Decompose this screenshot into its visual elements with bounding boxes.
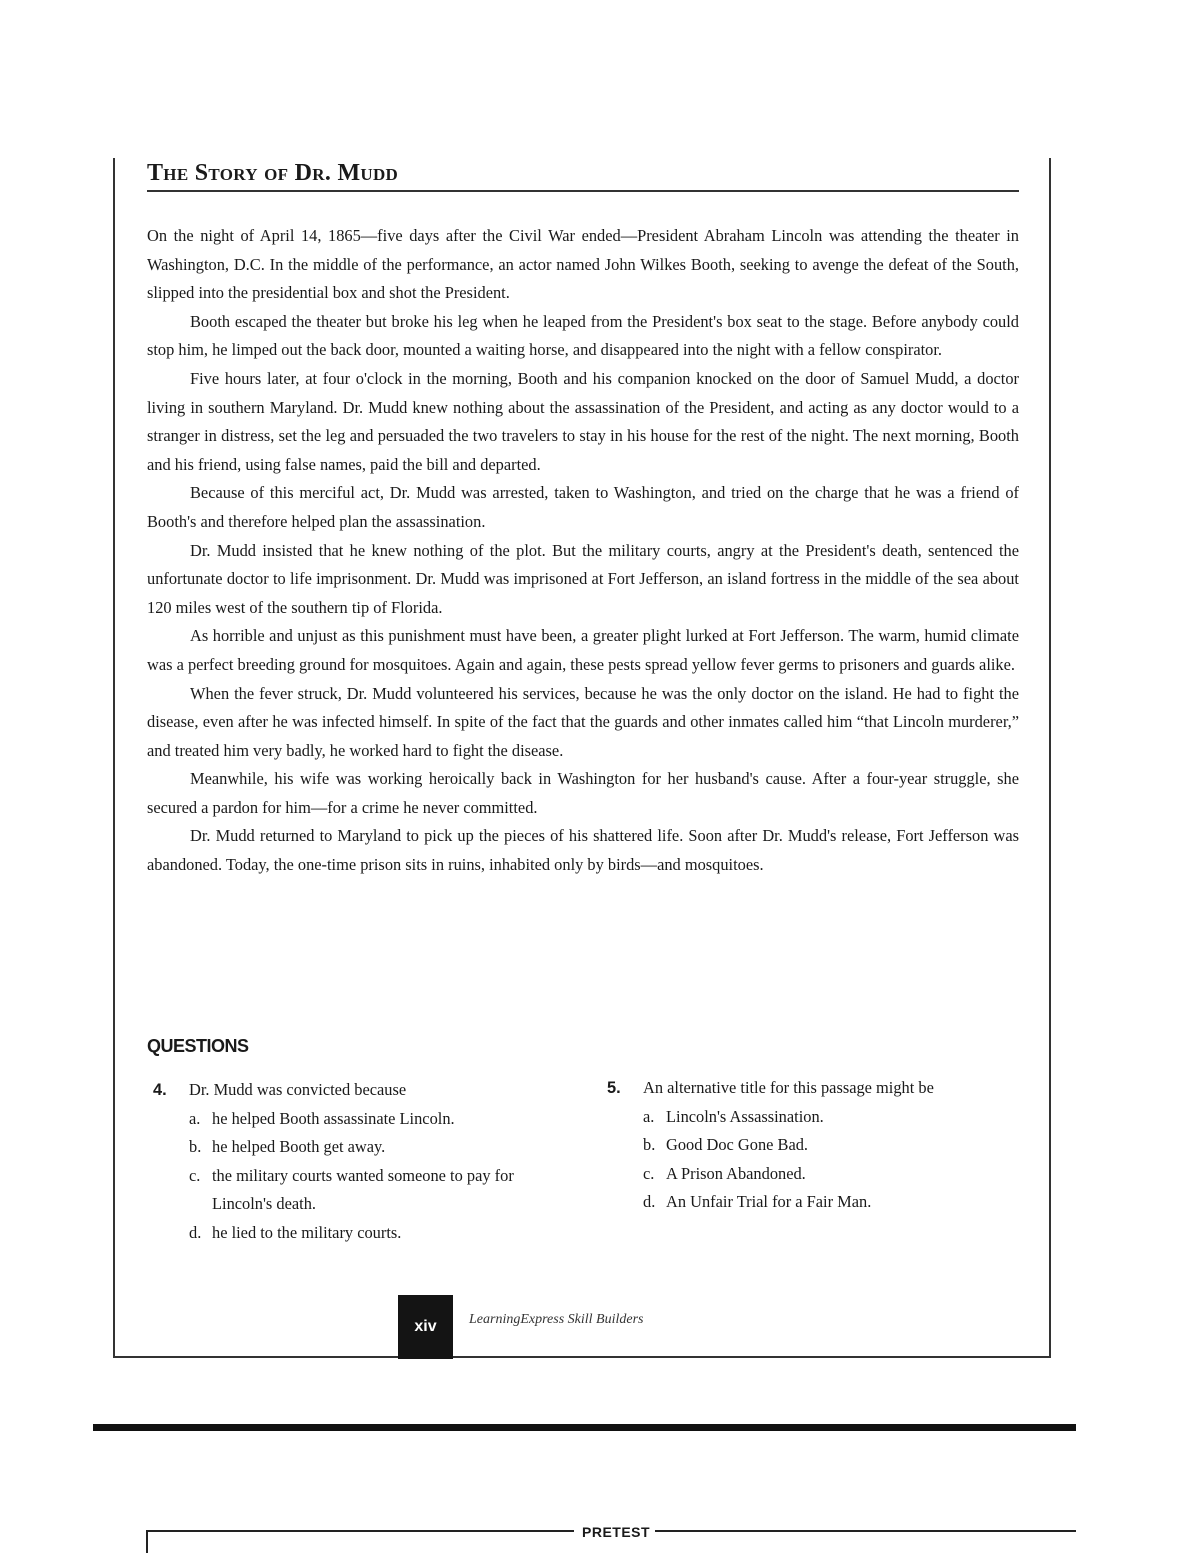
option-letter: b. <box>189 1137 202 1157</box>
answer-option-b[interactable] <box>643 1131 1027 1160</box>
paragraph-7: When the fever struck, Dr. Mudd volunteered his services, because he was the only doctor on the island. He had to fight the disease, even after he was infected himself. In spite of the fact that the guards and other inmates called him “that Lincoln murderer,” and treated him very badly, he worked hard to fight the disease. <box>147 683 1019 760</box>
paragraph-4: Because of this merciful act, Dr. Mudd was arrested, taken to Washington, and tried on the charge that he was a friend of Booth's and therefore helped plan the assassination. <box>147 483 1019 531</box>
option-letter: c. <box>643 1163 655 1183</box>
paragraph-6: As horrible and unjust as this punishment must have been, a greater plight lurked at Fort Jefferson. The warm, humid climate was a perfect breeding ground for mosquitoes. Again and again, these pests spread yellow fever germs to prisoners and guards alike. <box>147 626 1019 674</box>
answer-option-a[interactable] <box>643 1103 1027 1132</box>
option-text: the military courts wanted someone to pay for Lincoln's death. <box>212 1165 514 1214</box>
option-text: he helped Booth assassinate Lincoln. <box>212 1108 455 1128</box>
paragraph-8: Meanwhile, his wife was working heroically back in Washington for her husband's cause. After a four-year struggle, she secured a pardon for him—for a crime he never committed. <box>147 769 1019 817</box>
paragraph-1: On the night of April 14, 1865—five days after the Civil War ended—President Abraham Lincoln was attending the theater in Washington, D.C. In the middle of the performance, an actor named John Wilkes Booth, seeking to avenge the defeat of the South, slipped into the presidential box and shot the President. <box>147 226 1019 303</box>
option-letter: d. <box>189 1222 202 1242</box>
page-separator-bar <box>93 1424 1076 1431</box>
next-page-frame-edge <box>146 1530 148 1553</box>
option-text: Good Doc Gone Bad. <box>666 1135 809 1155</box>
option-letter: c. <box>189 1165 201 1185</box>
passage-title: The Story of Dr. Mudd <box>147 160 1019 192</box>
paragraph-5: Dr. Mudd insisted that he knew nothing of the plot. But the military courts, angry at the President's death, sentenced the unfortunate doctor to life imprisonment. Dr. Mudd was imprisoned at Fort Jefferson, an island fortress in the middle of the sea about 120 miles west of the southern tip of Florida. <box>147 540 1019 617</box>
question-5 <box>607 1074 1027 1217</box>
option-letter: b. <box>643 1135 656 1155</box>
answer-option-c[interactable] <box>643 1160 1027 1189</box>
question-stem: An alternative title for this passage might be <box>643 1078 934 1097</box>
option-text: A Prison Abandoned. <box>666 1163 806 1183</box>
paragraph-2: Booth escaped the theater but broke his leg when he leaped from the President's box seat to the stage. Before anybody could stop him, he limped out the back door, mounted a waiting horse, and disappeared into the night with a fellow conspirator. <box>147 311 1019 360</box>
option-letter: d. <box>643 1192 656 1212</box>
option-text: he lied to the military courts. <box>212 1222 402 1242</box>
next-page-rule-left <box>146 1530 574 1532</box>
page-number-box <box>398 1295 453 1359</box>
questions-heading: QUESTIONS <box>147 1036 249 1056</box>
next-page-rule-right <box>655 1530 1076 1532</box>
paragraph-9: Dr. Mudd returned to Maryland to pick up the pieces of his shattered life. Soon after Dr. Mudd's release, Fort Jefferson was abandoned. Today, the one-time prison sits in ruins, inhabited only by birds—and mosquitoes. <box>147 826 1019 875</box>
question-stem: Dr. Mudd was convicted because <box>189 1080 407 1099</box>
next-page-header: PRETEST <box>582 1524 651 1540</box>
question-4 <box>153 1076 573 1248</box>
answer-option-d[interactable] <box>189 1219 573 1248</box>
paragraph-3: Five hours later, at four o'clock in the morning, Booth and his companion knocked on the door of Samuel Mudd, a doctor living in southern Maryland. Dr. Mudd knew nothing about the assassination of the President, and acting as any doctor would to a stranger in distress, set the leg and persuaded the two travelers to stay in his house for the rest of the night. The next morning, Booth and his friend, using false names, paid the bill and departed. <box>147 368 1019 474</box>
answer-option-d[interactable] <box>643 1188 1027 1217</box>
page-number: xiv <box>414 1318 437 1335</box>
answer-option-b[interactable] <box>189 1133 573 1162</box>
option-text: he helped Booth get away. <box>212 1137 386 1157</box>
option-text: Lincoln's Assassination. <box>666 1106 824 1126</box>
answer-option-c[interactable] <box>189 1162 573 1219</box>
option-letter: a. <box>189 1108 201 1128</box>
passage-body <box>147 222 1019 880</box>
answer-option-a[interactable] <box>189 1105 573 1134</box>
footer-brand: LearningExpress Skill Builders <box>469 1312 644 1327</box>
option-letter: a. <box>643 1106 655 1126</box>
question-number: 5. <box>607 1079 621 1097</box>
option-text: An Unfair Trial for a Fair Man. <box>666 1192 872 1212</box>
question-number: 4. <box>153 1081 167 1099</box>
